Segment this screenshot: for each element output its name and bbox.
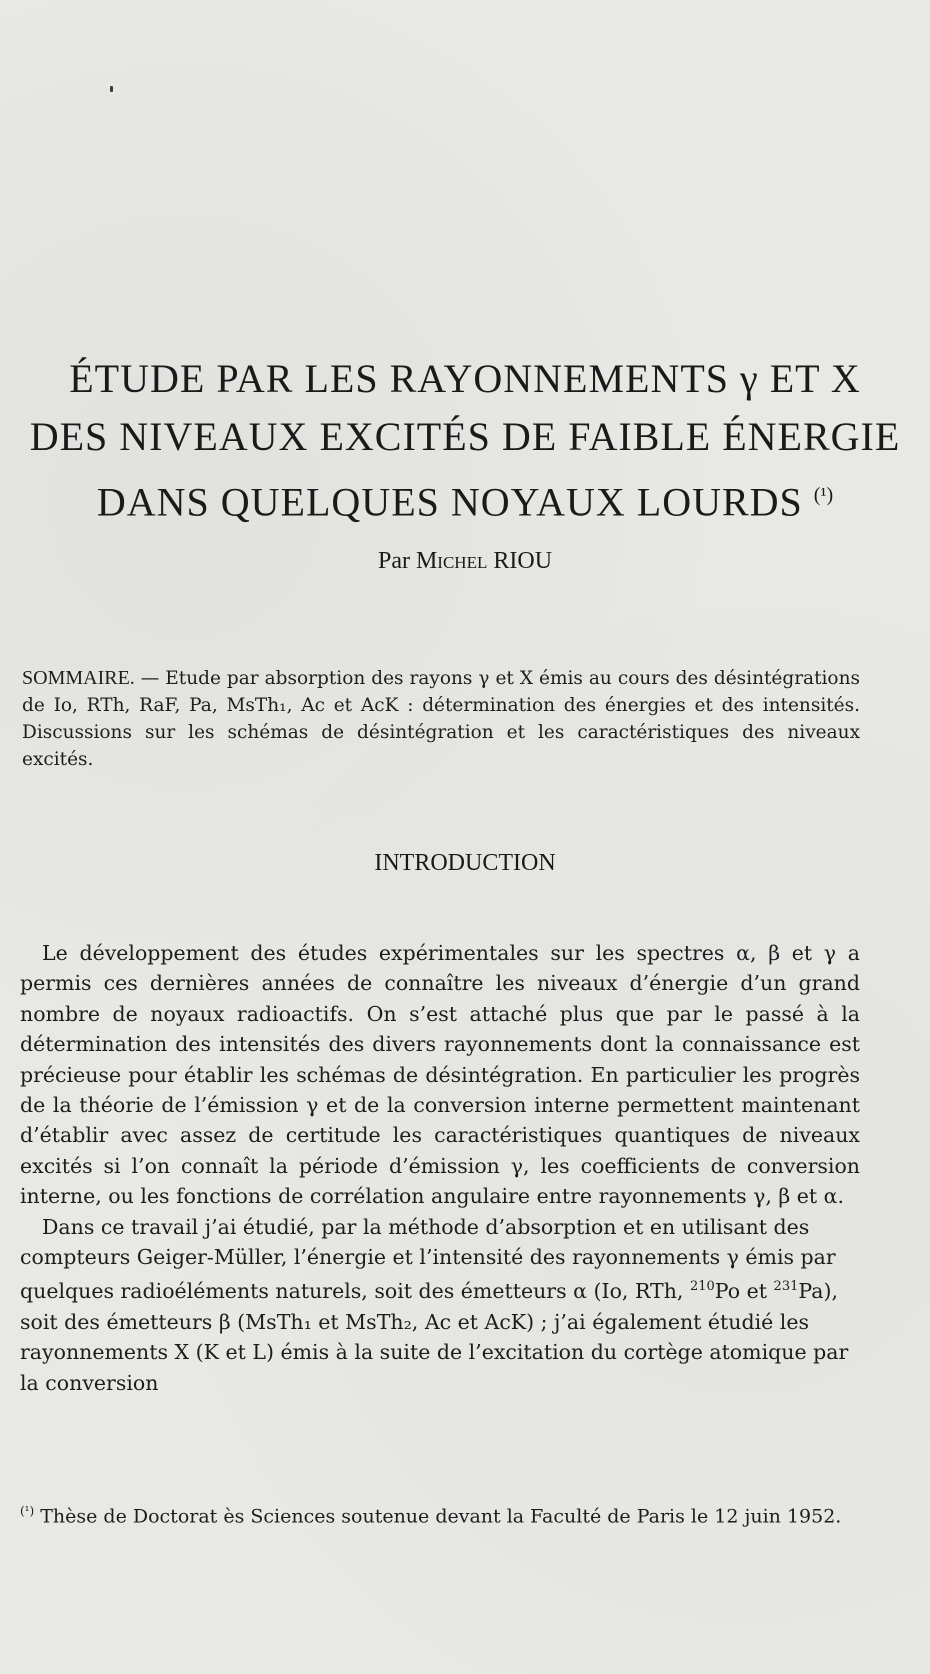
author-prefix: Par [377,548,410,574]
summary-abstract [22,665,860,773]
article-title [0,350,930,531]
po-symbol: Po [714,1279,741,1304]
footnote [20,1497,860,1530]
author-last-name: RIOU [493,548,553,574]
ink-speck [110,86,113,92]
section-heading-introduction: INTRODUCTION [374,850,556,876]
pa-mass-number: 231 [773,1279,799,1295]
po-mass-number: 210 [689,1279,715,1295]
paragraph-2 [20,1212,860,1398]
paragraph-1: Le développement des études expérimentales sur les spectres α, β et γ a permis ces dernières années de connaître les niveaux d’énergie d’un grand nombre de noyaux radioactifs. On s’est attaché plus que par le passé à la détermination des intensités des divers rayonnements dont la connaissance est précieuse pour établir les schémas de désintégration. En particulier les progrès de la théorie de l’émission γ et de la conversion interne permettent maintenant d’établir avec assez de certitude les caractéristiques quantiques de niveaux excités si l’on connaît la période d’émission γ, les coefficients de conversion interne, ou les fonctions de corrélation angulaire entre rayonnements γ, β et α. [20,941,860,1209]
author-first-name: Michel [415,548,488,574]
paragraph-2-conjunction: et [746,1279,768,1304]
title-line-3-text: DANS QUELQUES NOYAUX LOURDS [96,479,803,525]
introduction-body [20,938,860,1398]
title-line-2: DES NIVEAUX EXCITÉS DE FAIBLE ÉNERGIE [29,414,901,459]
summary-label: SOMMAIRE. [22,667,135,689]
paragraph-2-part-1: Dans ce travail j’ai étudié, par la méthode d’absorption et en utilisant des compteurs Geiger-Müller, l’énergie et l’intensité des rayonnements γ émis par quelques radioéléments naturels, soit des émetteurs α (Io, RTh, [20,1214,836,1304]
paragraph-2-part-2: ), soit des émetteurs β (MsTh₁ et MsTh₂, Ac et AcK) ; j’ai également étudié les rayonnements X (K et L) émis à la suite de l’excitation du cortège atomique par la conversion [20,1279,849,1395]
footnote-text: Thèse de Doctorat ès Sciences soutenue devant la Faculté de Paris le 12 juin 1952. [40,1505,842,1528]
author-line [0,548,930,575]
title-footnote-mark: (¹) [813,484,834,506]
footnote-mark: (¹) [20,1504,35,1518]
pa-symbol: Pa [798,1279,824,1304]
title-line-1: ÉTUDE PAR LES RAYONNEMENTS γ ET X [69,356,861,401]
summary-text: — Etude par absorption des rayons γ et X émis au cours des désintégrations de Io, RTh, RaF, Pa, MsTh₁, Ac et AcK : détermination des énergies et des intensités. Discussions sur les schémas de désintégration et les caractéristiques des niveaux excités. [22,668,860,770]
title-line-3 [0,466,930,531]
